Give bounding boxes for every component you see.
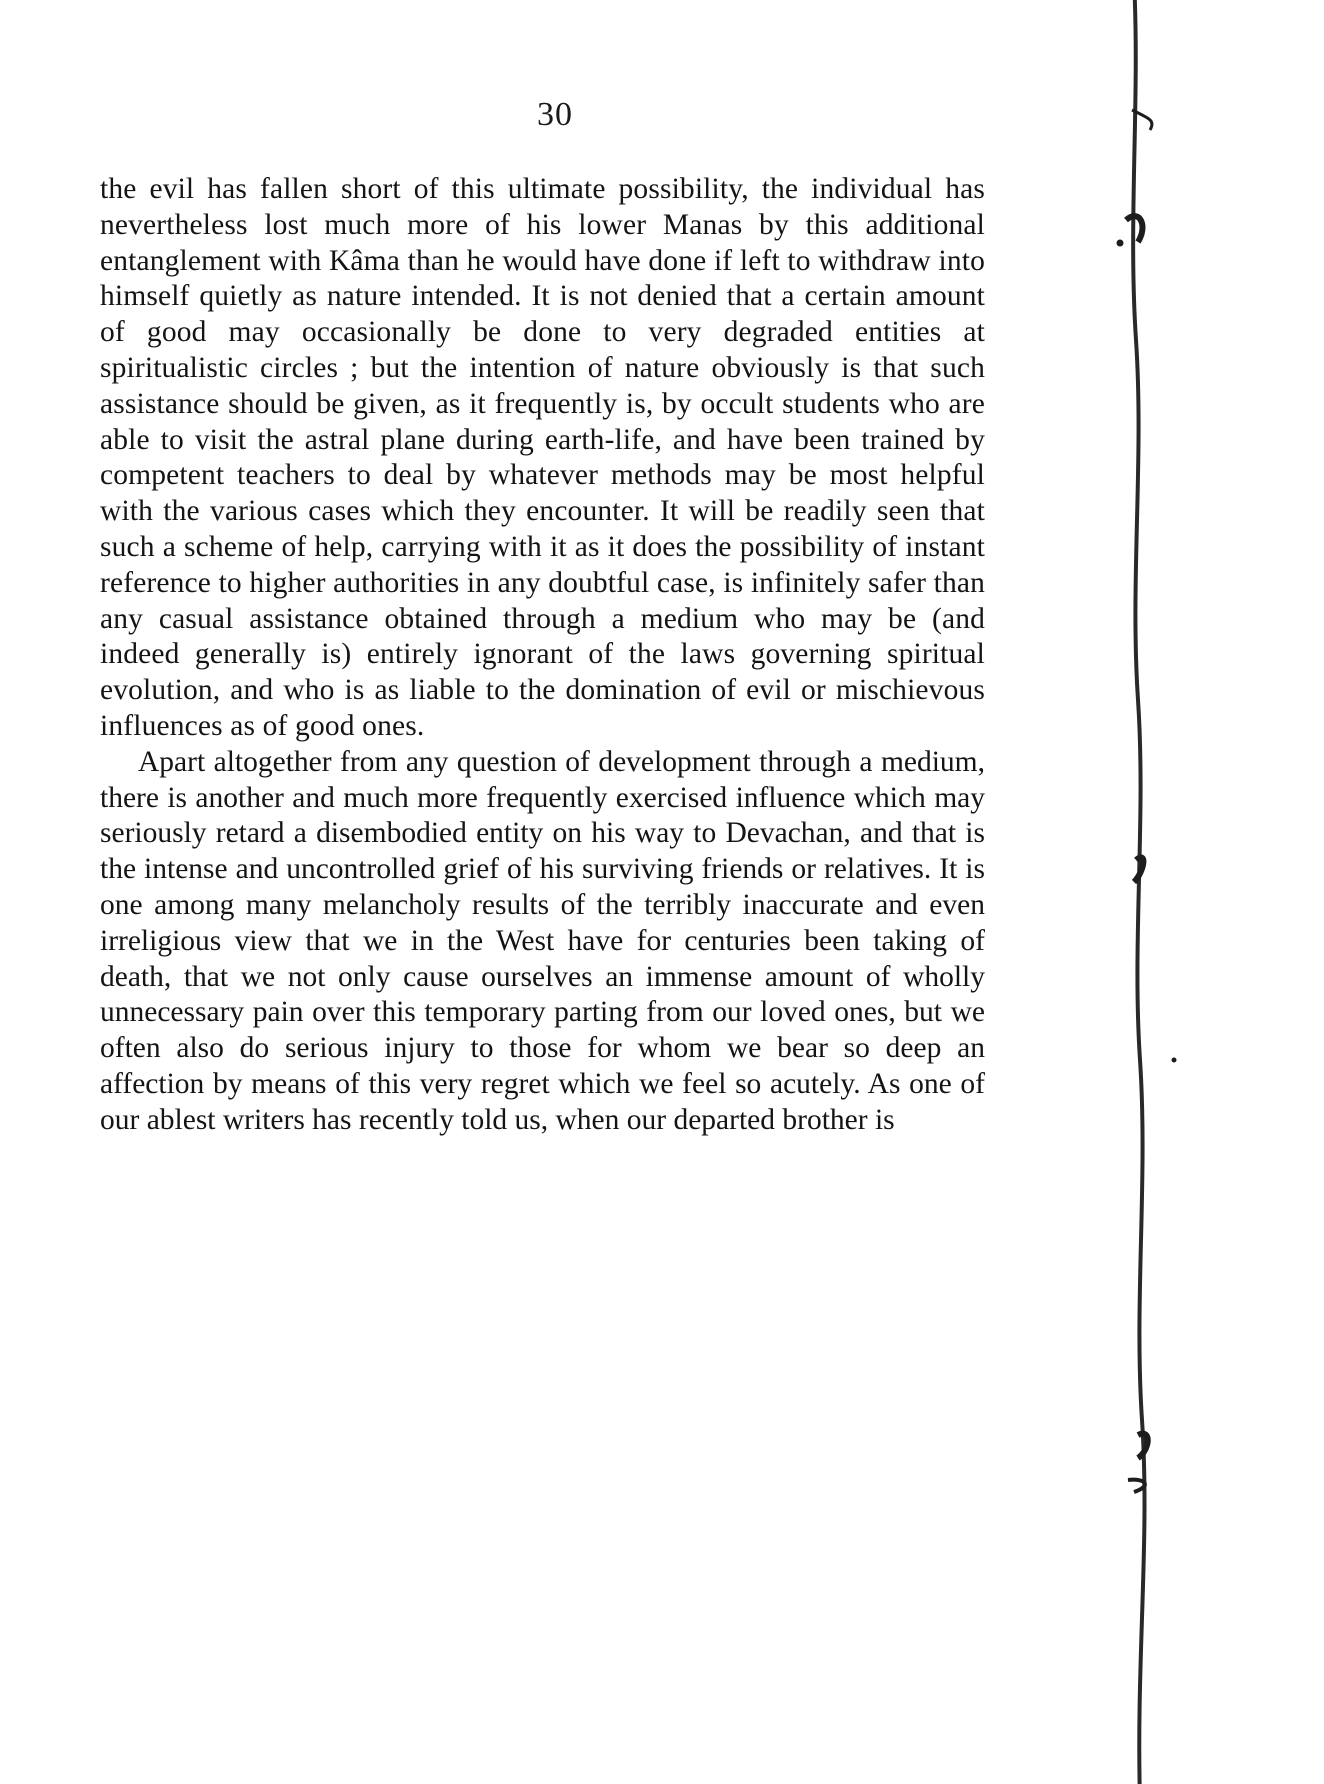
binding-curve-icon [1114, 0, 1324, 1784]
paragraph: Apart altogether from any question of development through a medium, there is another and much more frequently exercised influence which may seriously retard a disembodied entity on his way to Devachan, and that is the intense and uncontrolled grief of his surviving friends or relatives. It is one among many melancholy results of the terribly inaccurate and even irreligious view that we in the West have for centuries been taking of death, that we not only cause ourselves an immense amount of wholly unnecessary pain over this temporary parting from our loved ones, but we often also do serious injury to those for whom we bear so deep an affection by means of this very regret which we feel so acutely. As one of our ablest writers has recently told us, when our departed brother is [100, 745, 985, 1136]
paragraph: the evil has fallen short of this ultimate possibility, the individual has nevertheless lost much more of his lower Manas by this additional entanglement with Kâma than he would have done if left to withdraw into himself quietly as nature intended. It is not denied that a certain amount of good may occasionally be done to very degraded entities at spiritualistic circles ; but the intention of nature obviously is that such assistance should be given, as it frequently is, by occult students who are able to visit the astral plane during earth-life, and have been trained by competent teachers to deal by whatever methods may be most helpful with the various cases which they encounter. It will be readily seen that such a scheme of help, carrying with it as it does the possibility of instant reference to higher authorities in any doubtful case, is infinitely safer than any casual assistance obtained through a medium who may be (and indeed generally is) entirely ignorant of the laws governing spiritual evolution, and who is as liable to the domination of evil or mischievous influences as of good ones. [100, 173, 985, 742]
scan-binding-edge-artifact [1114, 0, 1324, 1784]
page-number: 30 [537, 96, 573, 133]
page-body-text [100, 172, 985, 1139]
